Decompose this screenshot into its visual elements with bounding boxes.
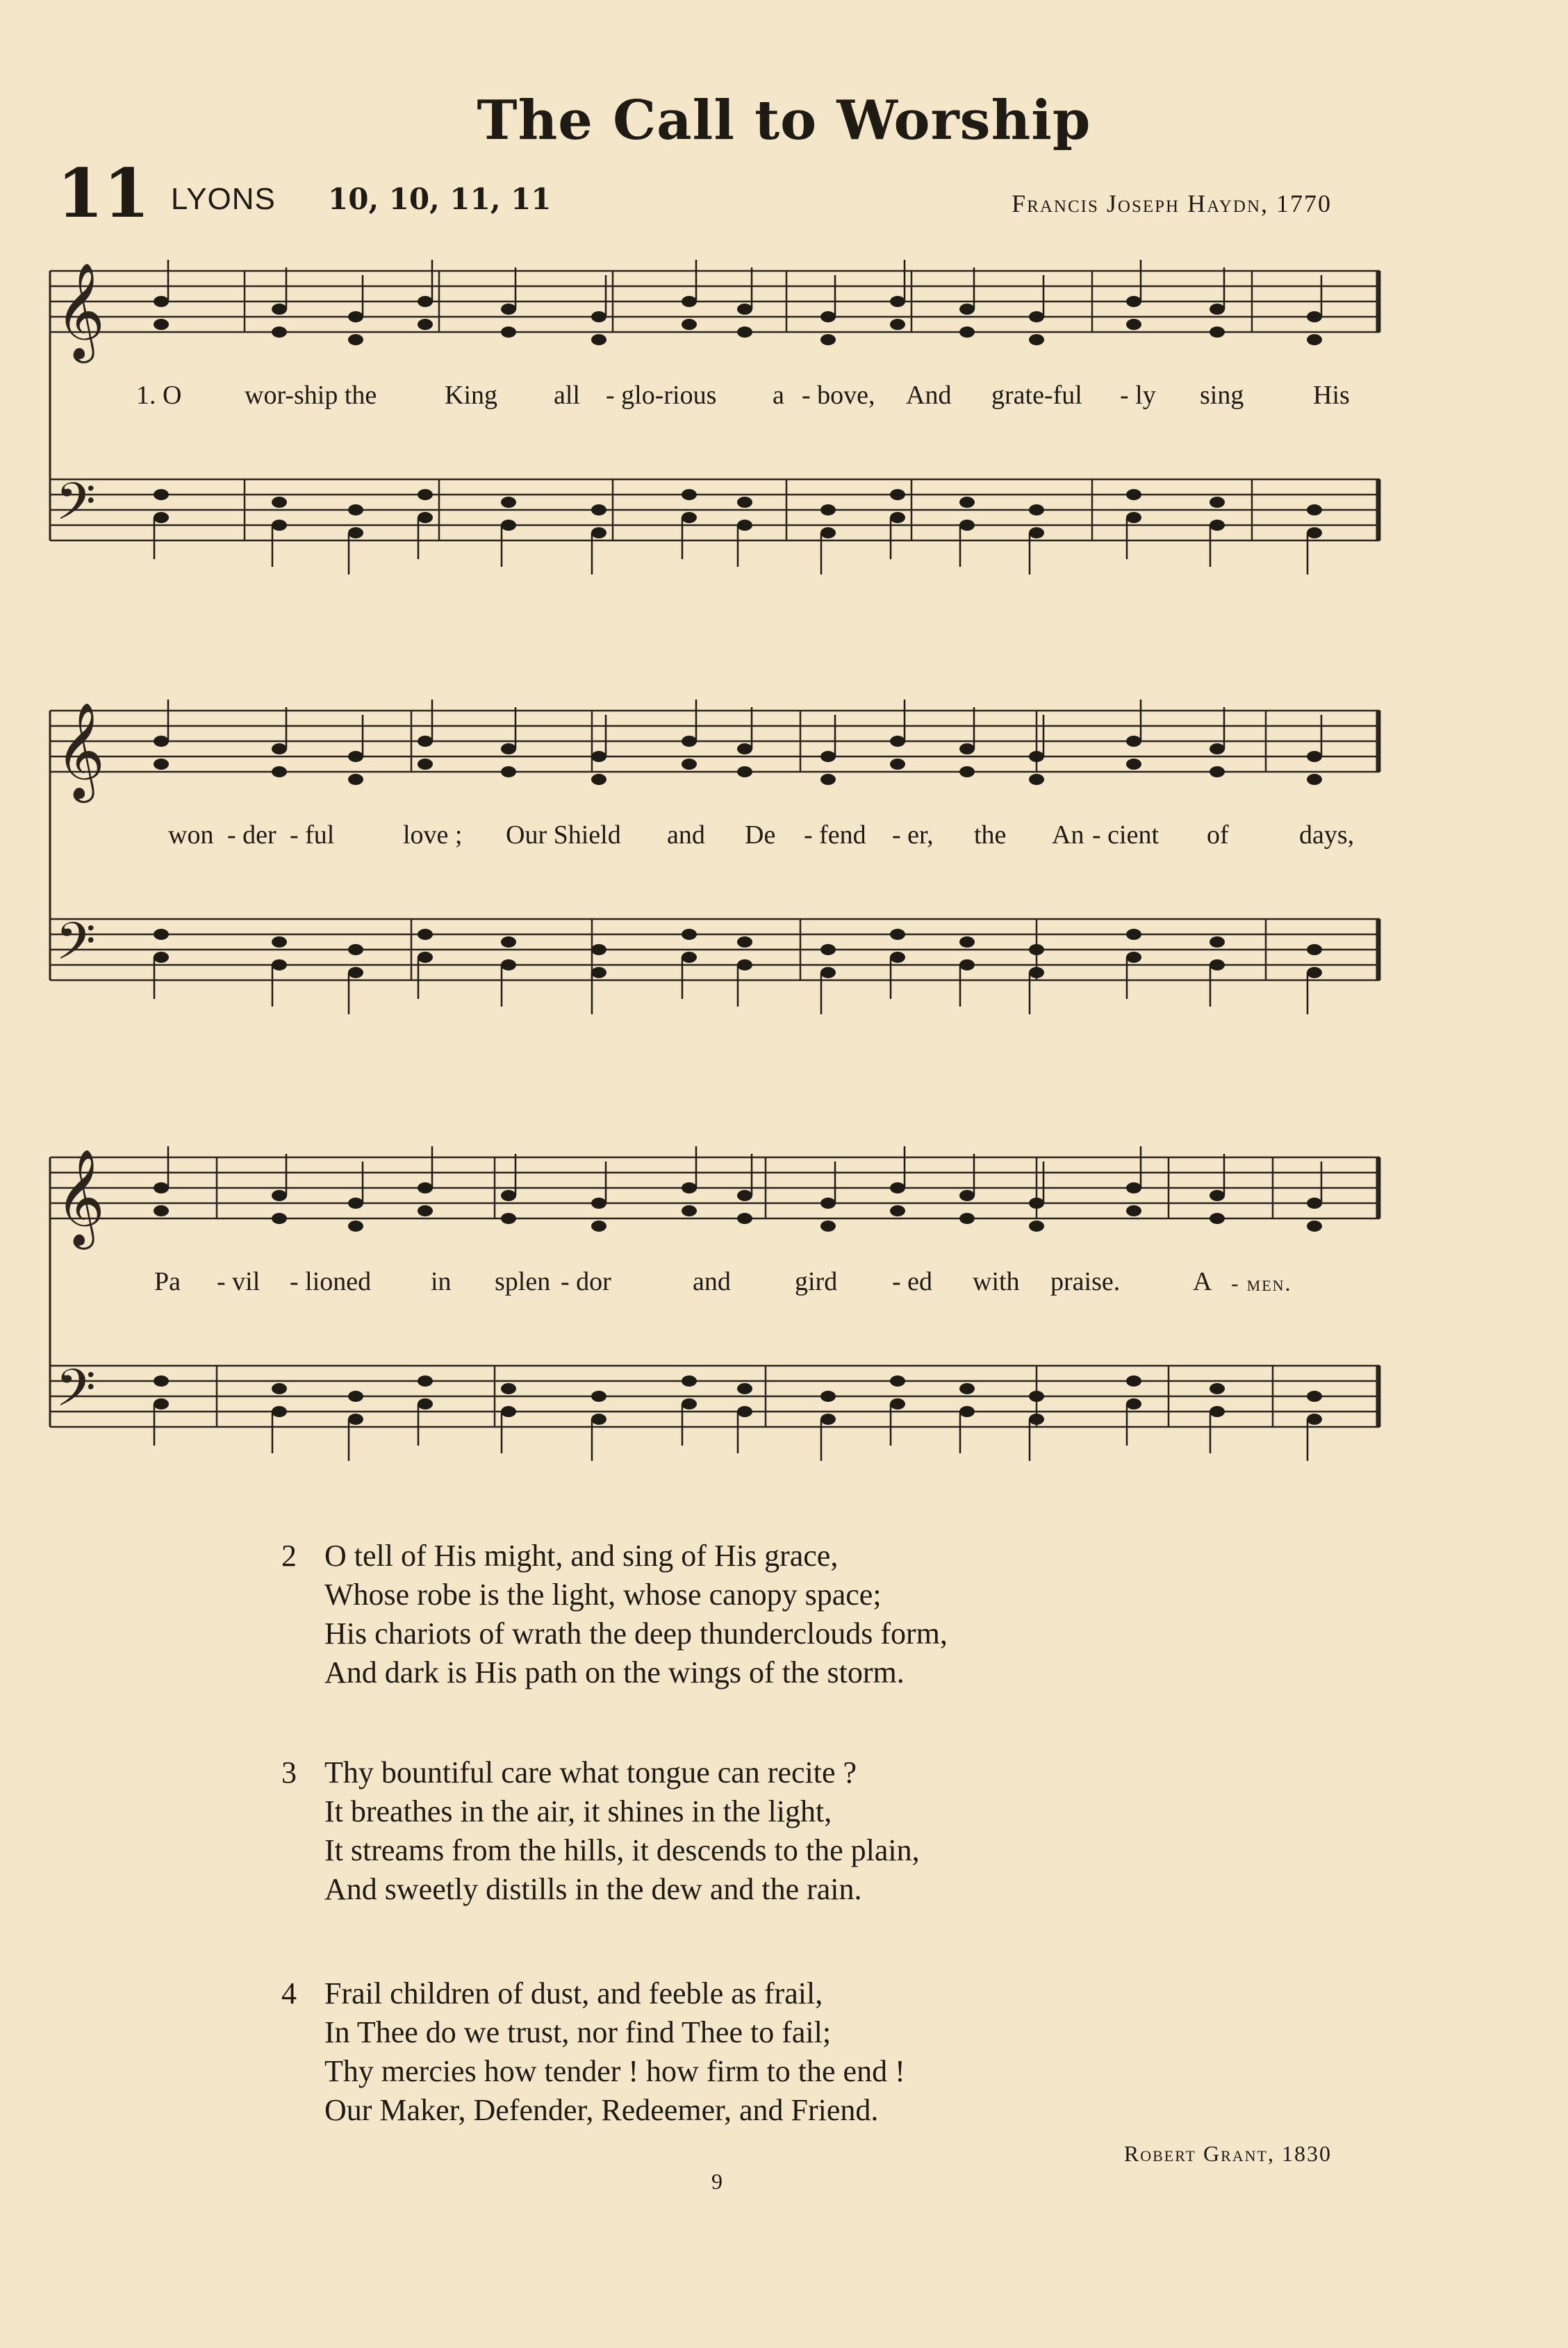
lyric-syllable: - fend [804, 820, 866, 850]
page-number: 9 [711, 2169, 723, 2194]
svg-text:𝄢: 𝄢 [56, 1358, 96, 1431]
lyric-syllable: of [1207, 820, 1229, 850]
lyric-syllable: - vil [217, 1267, 261, 1296]
svg-text:𝄢: 𝄢 [56, 472, 96, 545]
lyric-syllable: - dor [561, 1267, 611, 1296]
verse-line: Whose robe is the light, whose canopy space; [324, 1578, 882, 1612]
verse-number: 2 [281, 1539, 297, 1573]
lyric-syllable: and [667, 820, 705, 850]
lyric-syllable: all [554, 381, 580, 410]
lyric-syllable: - er, [892, 820, 934, 850]
staff-notation-2 [50, 698, 1380, 1032]
text-author-credit: Robert Grant, 1830 [1123, 2141, 1332, 2166]
lyric-syllable: De [745, 820, 776, 850]
verse-line: Thy bountiful care what tongue can recite ? [324, 1755, 857, 1789]
lyric-syllable: gird [795, 1267, 838, 1296]
verse-line: It breathes in the air, it shines in the light, [324, 1794, 832, 1828]
lyric-syllable: grate-ful [991, 381, 1082, 410]
svg-text:𝄢: 𝄢 [56, 911, 96, 984]
lyric-syllable: - bove, [802, 381, 875, 410]
verse-line: It streams from the hills, it descends to the plain, [324, 1833, 920, 1867]
lyric-syllable: - glo-rious [606, 381, 717, 410]
hymn-number: 11 [57, 154, 150, 233]
staff-notation-1 [50, 258, 1380, 592]
verse-2 [281, 1537, 948, 1692]
lyric-syllable: the [974, 820, 1007, 850]
lyric-syllable: - ed [892, 1267, 933, 1296]
lyrics-line-2 [50, 820, 1380, 854]
verse-line: His chariots of wrath the deep thunderclouds form, [324, 1617, 948, 1651]
lyric-syllable: - cient [1092, 820, 1160, 850]
lyric-syllable: love ; [403, 820, 463, 850]
lyric-syllable: - lioned [290, 1267, 372, 1296]
lyric-syllable: And [906, 381, 952, 410]
music-system-2 [50, 698, 1380, 1032]
hymn-meter: 10, 10, 11, 11 [328, 182, 552, 216]
lyric-syllable: King [445, 381, 497, 410]
verse-number: 4 [281, 1976, 297, 2010]
verse-line: O tell of His might, and sing of His grace, [324, 1539, 839, 1573]
lyric-syllable: - der [227, 820, 277, 850]
lyric-syllable: a [773, 381, 784, 410]
verse-line: And dark is His path on the wings of the storm. [324, 1655, 905, 1689]
verse-3 [281, 1753, 920, 1909]
lyric-syllable: An [1052, 820, 1084, 850]
music-system-1 [50, 258, 1380, 592]
lyric-syllable: splen [495, 1267, 551, 1296]
lyric-syllable: - ful [290, 820, 335, 850]
lyric-syllable: days, [1299, 820, 1355, 850]
lyric-syllable: praise. [1050, 1267, 1121, 1296]
lyric-syllable: Our Shield [506, 820, 621, 850]
page-title: The Call to Worship [477, 89, 1091, 152]
lyric-syllable: won [168, 820, 214, 850]
lyric-syllable: A [1193, 1267, 1212, 1296]
lyric-syllable: wor-ship the [245, 381, 377, 410]
verse-line: And sweetly distills in the dew and the rain. [324, 1872, 862, 1906]
svg-text:𝄞: 𝄞 [56, 702, 105, 799]
lyric-syllable: Pa [154, 1267, 181, 1296]
verse-line: In Thee do we trust, nor find Thee to fail; [324, 2015, 832, 2049]
verse-4 [281, 1974, 905, 2130]
lyric-syllable: His [1313, 381, 1350, 410]
tune-name: LYONS [171, 182, 276, 216]
svg-text:𝄞: 𝄞 [56, 1149, 105, 1246]
verse-line: Frail children of dust, and feeble as frail, [324, 1976, 823, 2010]
verse-line: Thy mercies how tender ! how firm to the end ! [324, 2054, 905, 2088]
verse-number: 3 [281, 1755, 297, 1789]
staff-notation-3 [50, 1145, 1380, 1478]
lyric-syllable: sing [1200, 381, 1244, 410]
lyric-syllable: - men. [1231, 1271, 1292, 1296]
verse-line: Our Maker, Defender, Redeemer, and Friend. [324, 2093, 879, 2127]
lyric-syllable: in [431, 1267, 452, 1296]
lyric-syllable: - ly [1120, 381, 1156, 410]
svg-text:𝄞: 𝄞 [56, 263, 105, 359]
lyric-syllable: and [693, 1267, 731, 1296]
lyrics-line-3 [50, 1266, 1380, 1301]
music-system-3 [50, 1145, 1380, 1478]
lyric-syllable: with [973, 1267, 1020, 1296]
lyrics-line-1 [50, 380, 1380, 415]
lyric-syllable: 1. O [136, 381, 182, 410]
composer-credit: Francis Joseph Haydn, 1770 [1012, 190, 1332, 217]
